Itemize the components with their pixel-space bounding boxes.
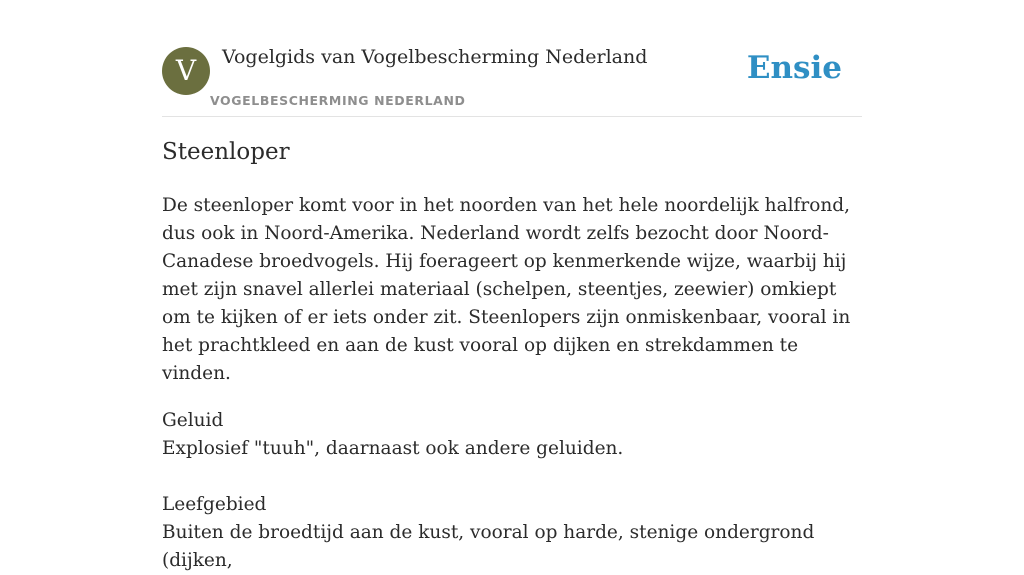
- section-text: Buiten de broedtijd aan de kust, vooral op harde, stenige ondergrond (dijken,: [162, 522, 815, 571]
- source-avatar[interactable]: V: [162, 47, 210, 95]
- section-leefgebied: [162, 491, 862, 575]
- section-geluid: [162, 407, 862, 463]
- guide-title-link[interactable]: Vogelgids van Vogelbescherming Nederland: [222, 46, 648, 68]
- section-text: Explosief "tuuh", daarnaast ook andere geluiden.: [162, 438, 624, 459]
- article-body: [162, 192, 862, 575]
- intro-paragraph: De steenloper komt voor in het noorden van het hele noordelijk halfrond, dus ook in Noord-Amerika. Nederland wordt zelfs bezocht door Noord-Canadese broedvogels. Hij foerageert op kenmerkende wijze, waarbij hij met zijn snavel allerlei materiaal (schelpen, steentjes, zeewier) omkiept om te kijken of er iets onder zit. Steenlopers zijn onmiskenbaar, vooral in het prachtkleed en aan de kust vooral op dijken en strekdammen te vinden.: [162, 195, 851, 384]
- section-heading: Geluid: [162, 410, 224, 431]
- article-title: Steenloper: [162, 139, 290, 165]
- source-header: [162, 46, 862, 117]
- publisher-name: VOGELBESCHERMING NEDERLAND: [210, 93, 466, 108]
- ensie-logo[interactable]: Ensie: [746, 50, 842, 86]
- section-heading: Leefgebied: [162, 494, 267, 515]
